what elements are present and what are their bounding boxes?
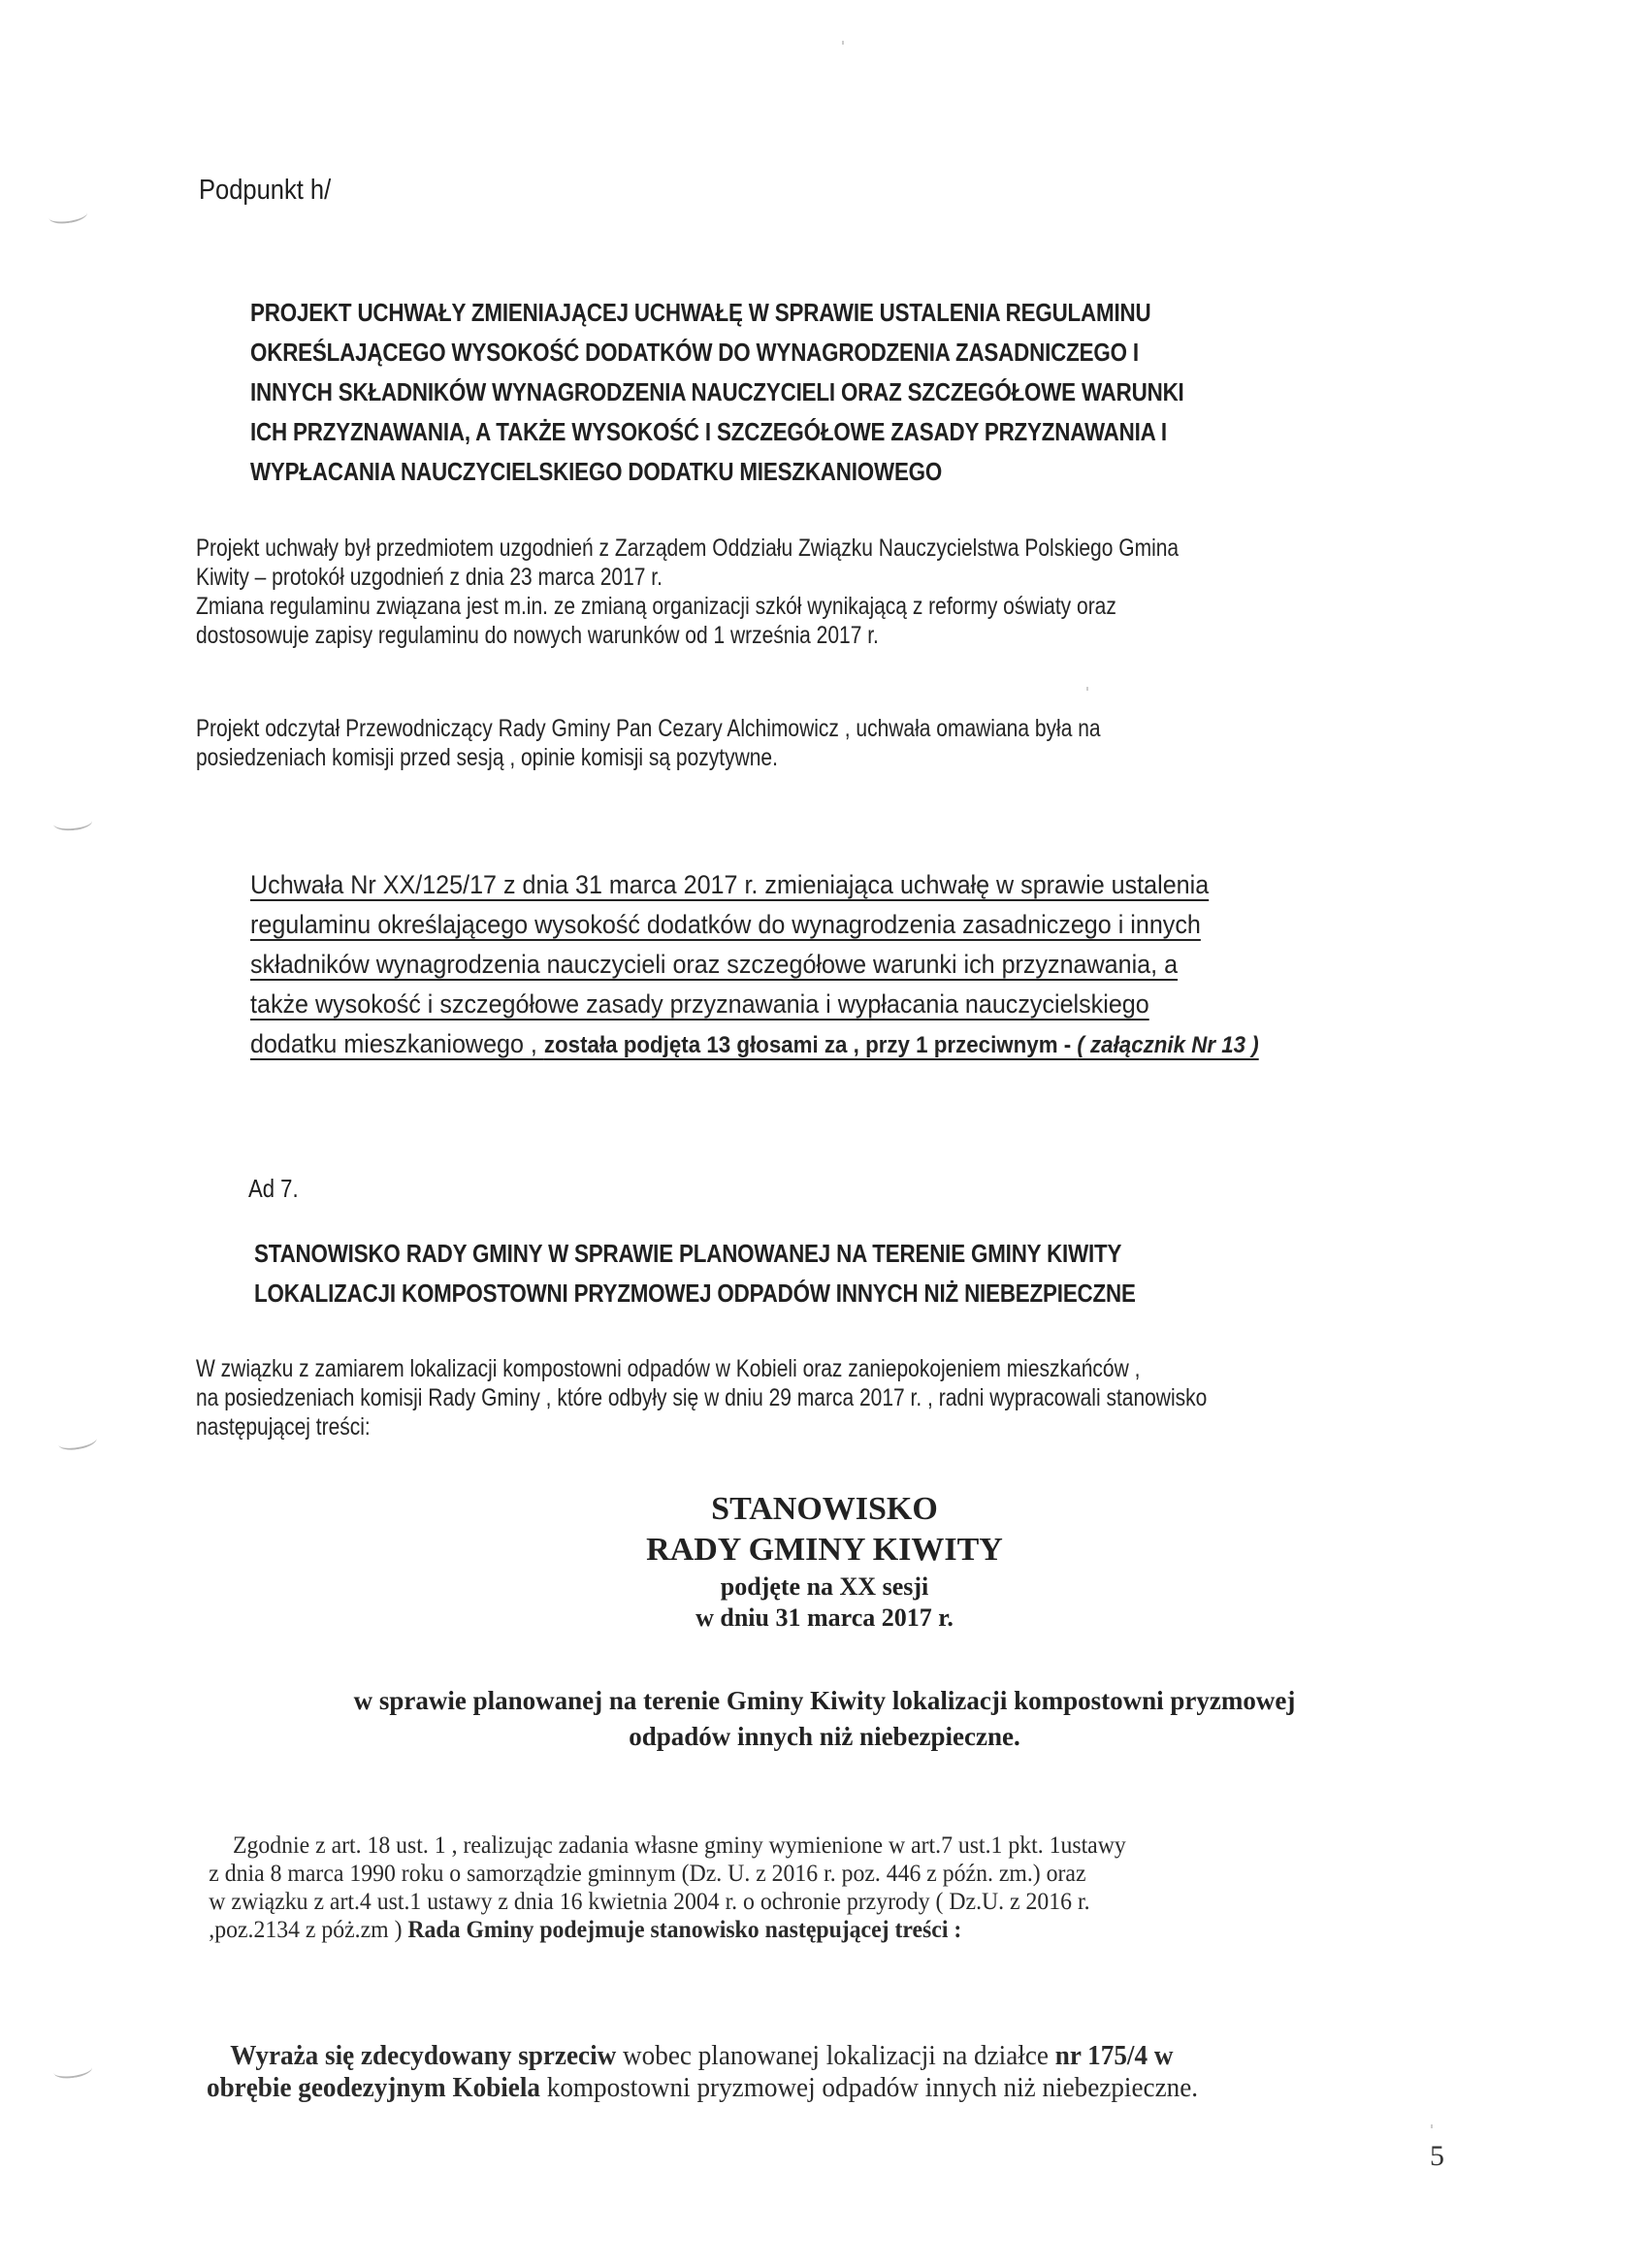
statement-text: wobec planowanej lokalizacji na działce	[616, 2041, 1055, 2071]
text-line-last	[209, 1916, 1125, 1944]
final-statement	[207, 2040, 1198, 2104]
attachment-reference: ( załącznik Nr 13 )	[1077, 1032, 1259, 1058]
text-line: następującej treści:	[196, 1413, 371, 1441]
text-line	[207, 2072, 1198, 2104]
council-decision: Rada Gminy podejmuje stanowisko następującej treści :	[407, 1917, 962, 1943]
scan-speck	[842, 41, 844, 45]
position-title-line: RADY GMINY KIWITY	[646, 1532, 1003, 1568]
text-line: Projekt uchwały był przedmiotem uzgodnień z Zarządem Oddziału Związku Nauczycielstwa Polskiego Gmina	[196, 535, 1180, 562]
vote-result: została podjęta 13 głosami za , przy 1 przeciwnym -	[543, 1032, 1078, 1058]
text-line: na posiedzeniach komisji Rady Gminy , które odbyły się w dniu 29 marca 2017 r. , radni wypracowali stanowisko	[196, 1384, 1208, 1411]
resolution-line: także wysokość i szczegółowe zasady przyznawania i wypłacania nauczycielskiego	[250, 989, 1149, 1019]
consultation-paragraph	[196, 534, 1179, 650]
geodetic-area: obrębie geodezyjnym Kobiela	[207, 2073, 540, 2103]
resolution-statement	[250, 865, 1259, 1065]
agenda-item-label: Ad 7.	[248, 1174, 299, 1203]
position-title-line: STANOWISKO	[711, 1491, 938, 1527]
text-line: posiedzeniach komisji przed sesją , opinie komisji są pozytywne.	[196, 744, 778, 771]
position-session	[194, 1571, 1455, 1634]
heading-line: OKREŚLAJĄCEGO WYSOKOŚĆ DODATKÓW DO WYNAGRODZENIA ZASADNICZEGO I	[250, 338, 1139, 367]
text-line: Kiwity – protokół uzgodnień z dnia 23 marca 2017 r.	[196, 564, 663, 591]
plot-number: nr 175/4 w	[1054, 2041, 1174, 2071]
heading-line: ICH PRZYZNAWANIA, A TAKŻE WYSOKOŚĆ I SZCZEGÓŁOWE ZASADY PRZYZNAWANIA I	[250, 417, 1167, 446]
heading-line: PROJEKT UCHWAŁY ZMIENIAJĄCEJ UCHWAŁĘ W SPRAWIE USTALENIA REGULAMINU	[250, 298, 1151, 327]
objection-phrase: Wyraża się zdecydowany sprzeciw	[230, 2041, 617, 2071]
text-line: Projekt odczytał Przewodniczący Rady Gminy Pan Cezary Alchimowicz , uchwała omawiana była na	[196, 715, 1101, 742]
text-line: Zmiana regulaminu związana jest m.in. ze zmianą organizacji szkół wynikającą z reformy oświaty oraz	[196, 593, 1116, 620]
reading-paragraph	[196, 714, 1101, 772]
date-line: w dniu 31 marca 2017 r.	[695, 1604, 954, 1632]
statement-text: kompostowni pryzmowej odpadów innych niż niebezpieczne.	[539, 2073, 1199, 2103]
text-line: Zgodnie z art. 18 ust. 1 , realizując zadania własne gminy wymienione w art.7 ust.1 pkt. 1ustawy	[233, 1832, 1126, 1859]
resolution-line: składników wynagrodzenia nauczycieli oraz szczegółowe warunki ich przyznawania, a	[250, 950, 1179, 979]
resolution-line: Uchwała Nr XX/125/17 z dnia 31 marca 2017 r. zmieniająca uchwałę w sprawie ustalenia	[250, 870, 1210, 899]
punch-mark-bottom	[52, 2059, 93, 2080]
text-line: w związku z art.4 ust.1 ustawy z dnia 16 kwietnia 2004 r. o ochronie przyrody ( Dz.U. z 2016 r.	[209, 1889, 1090, 1915]
heading-line: LOKALIZACJI KOMPOSTOWNI PRYZMOWEJ ODPADÓW INNYCH NIŻ NIEBEZPIECZNE	[254, 1279, 1136, 1308]
context-paragraph	[196, 1354, 1207, 1442]
text-line: z dnia 8 marca 1990 roku o samorządzie gminnym (Dz. U. z 2016 r. poz. 446 z późn. zm.) oraz	[209, 1861, 1086, 1887]
heading-line: INNYCH SKŁADNIKÓW WYNAGRODZENIA NAUCZYCIELI ORAZ SZCZEGÓŁOWE WARUNKI	[250, 377, 1184, 406]
text-line: W związku z zamiarem lokalizacji kompostowni odpadów w Kobieli oraz zaniepokojeniem mieszkańców ,	[196, 1355, 1141, 1382]
punch-mark-lower	[57, 1431, 98, 1453]
project-heading	[250, 293, 1184, 492]
session-line: podjęte na XX sesji	[720, 1572, 929, 1601]
resolution-line: regulaminu określającego wysokość dodatków do wynagrodzenia zasadniczego i innych	[250, 910, 1201, 939]
position-heading	[254, 1234, 1136, 1313]
punch-mark-middle	[52, 813, 92, 831]
punch-mark-top	[48, 205, 88, 225]
subpoint-label: Podpunkt h/	[199, 175, 332, 206]
subject-line: odpadów innych niż niebezpieczne.	[629, 1722, 1020, 1751]
text-line: dostosowuje zapisy regulaminu do nowych warunków od 1 września 2017 r.	[196, 622, 879, 649]
page-number: 5	[1430, 2140, 1444, 2172]
position-title	[194, 1489, 1455, 1571]
scan-speck	[1431, 2124, 1433, 2128]
subject-line: w sprawie planowanej na terenie Gminy Kiwity lokalizacji kompostowni pryzmowej	[353, 1686, 1296, 1715]
position-subject	[194, 1683, 1455, 1755]
resolution-line-start: dodatku mieszkaniowego ,	[250, 1029, 544, 1058]
legal-basis	[209, 1831, 1126, 1944]
legal-ref: ,poz.2134 z póż.zm )	[209, 1917, 408, 1943]
resolution-line-last	[250, 1024, 1259, 1065]
scan-speck	[1086, 687, 1088, 691]
text-line	[207, 2040, 1198, 2072]
heading-line: WYPŁACANIA NAUCZYCIELSKIEGO DODATKU MIESZKANIOWEGO	[250, 457, 943, 486]
heading-line: STANOWISKO RADY GMINY W SPRAWIE PLANOWANEJ NA TERENIE GMINY KIWITY	[254, 1239, 1122, 1268]
